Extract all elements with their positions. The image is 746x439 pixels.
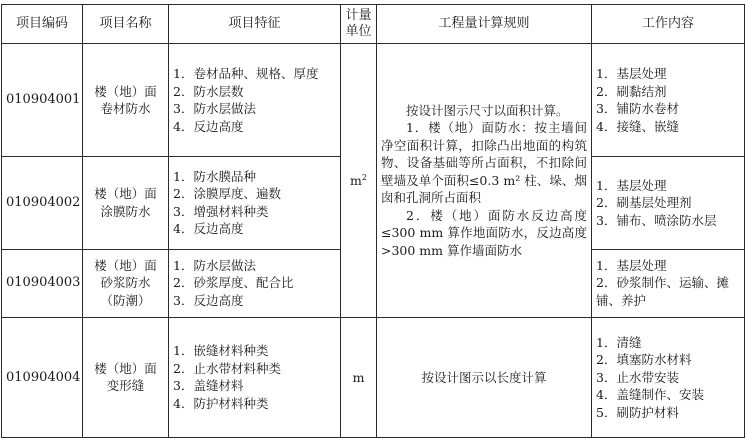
feature-line: 2．止水带材料种类 xyxy=(173,360,281,376)
rule-paragraph: 2．楼（地）面防水反边高度≤300 mm 算作地面防水，反边高度>300 mm 算作墙面防水 xyxy=(381,207,587,258)
item-name xyxy=(83,317,169,437)
item-rule xyxy=(377,317,592,437)
feature-line: 1．防水层做法 xyxy=(173,257,256,273)
item-work xyxy=(592,44,745,157)
item-rule xyxy=(377,44,592,318)
item-name-line: 砂浆防水 xyxy=(100,275,151,291)
item-features xyxy=(169,249,341,317)
work-line: 2．填塞防水材料 xyxy=(596,352,692,368)
work-line: 3．铺布、喷涂防水层 xyxy=(596,212,717,228)
header-row xyxy=(2,5,745,44)
feature-line: 2．砂浆厚度、配合比 xyxy=(173,275,294,291)
item-code: 010904002 xyxy=(2,157,83,249)
feature-line: 3．盖缝材料 xyxy=(173,378,244,394)
work-line: 3．铺防水卷材 xyxy=(596,101,679,117)
unit-text: m xyxy=(350,172,362,188)
item-name-line: 楼（地）面 xyxy=(94,257,157,273)
work-line: 1．基层处理 xyxy=(596,66,667,82)
work-line: 5．刷防护材料 xyxy=(596,404,679,420)
work-line: 1．基层处理 xyxy=(596,257,667,273)
item-code: 010904001 xyxy=(2,44,83,157)
feature-line: 4．反边高度 xyxy=(173,221,244,237)
item-name-line: （防潮） xyxy=(100,292,151,308)
header-unit-line1: 计量 xyxy=(345,8,372,23)
item-features xyxy=(169,157,341,249)
work-line: 2．砂浆制作、运输、摊铺、养护 xyxy=(596,275,729,308)
item-name-line: 卷材防水 xyxy=(100,101,151,117)
header-unit-line2: 单位 xyxy=(345,24,372,39)
work-line: 3．止水带安装 xyxy=(596,369,679,385)
item-features xyxy=(169,44,341,157)
feature-line: 1．嵌缝材料种类 xyxy=(173,343,269,359)
item-name-line: 变形缝 xyxy=(106,378,145,394)
item-name xyxy=(83,44,169,157)
item-work xyxy=(592,249,745,317)
unit-superscript: 2 xyxy=(361,172,367,182)
item-code: 010904003 xyxy=(2,249,83,317)
feature-line: 1．防水膜品种 xyxy=(173,168,256,184)
item-name xyxy=(83,157,169,249)
header-unit xyxy=(341,5,377,44)
work-line: 2．刷黏结剂 xyxy=(596,83,667,99)
table-row xyxy=(2,44,745,157)
header-rule: 工程量计算规则 xyxy=(377,5,592,44)
item-name-line: 楼（地）面 xyxy=(94,83,157,99)
item-code: 010904004 xyxy=(2,317,83,437)
feature-line: 4．反边高度 xyxy=(173,118,244,134)
feature-line: 1．卷材品种、规格、厚度 xyxy=(173,66,319,82)
header-feature: 项目特征 xyxy=(169,5,341,44)
header-name: 项目名称 xyxy=(83,5,169,44)
item-features xyxy=(169,317,341,437)
work-line: 4．接缝、嵌缝 xyxy=(596,118,679,134)
item-unit xyxy=(341,44,377,318)
item-name-line: 楼（地）面 xyxy=(94,360,157,376)
work-line: 4．盖缝制作、安装 xyxy=(596,387,704,403)
item-work xyxy=(592,157,745,249)
feature-line: 3．增强材料种类 xyxy=(173,203,269,219)
feature-line: 4．防护材料种类 xyxy=(173,395,269,411)
rule-paragraph: 按设计图示以长度计算 xyxy=(421,369,547,385)
feature-line: 3．防水层做法 xyxy=(173,101,256,117)
header-code: 项目编码 xyxy=(2,5,83,44)
item-name-line: 楼（地）面 xyxy=(94,186,157,202)
table-row xyxy=(2,317,745,437)
feature-line: 2．防水层数 xyxy=(173,83,244,99)
rule-paragraph: 按设计图示尺寸以面积计算。 xyxy=(406,102,569,118)
item-name-line: 涂膜防水 xyxy=(100,203,151,219)
work-line: 2．刷基层处理剂 xyxy=(596,195,692,211)
feature-line: 3．反边高度 xyxy=(173,292,244,308)
item-work xyxy=(592,317,745,437)
work-line: 1．基层处理 xyxy=(596,177,667,193)
header-work: 工作内容 xyxy=(592,5,745,44)
feature-line: 2．涂膜厚度、遍数 xyxy=(173,186,281,202)
rule-paragraph: 1．楼（地）面防水：按主墙间净空面积计算，扣除凸出地面的构筑物、设备基础等所占面积，不扣除间壁墙及单个面积≤0.3 m² 柱、垛、烟囱和孔洞所占面积 xyxy=(381,120,587,206)
item-name xyxy=(83,249,169,317)
work-line: 1．清缝 xyxy=(596,334,642,350)
quantity-rules-table xyxy=(1,4,745,438)
item-unit: m xyxy=(341,317,377,437)
